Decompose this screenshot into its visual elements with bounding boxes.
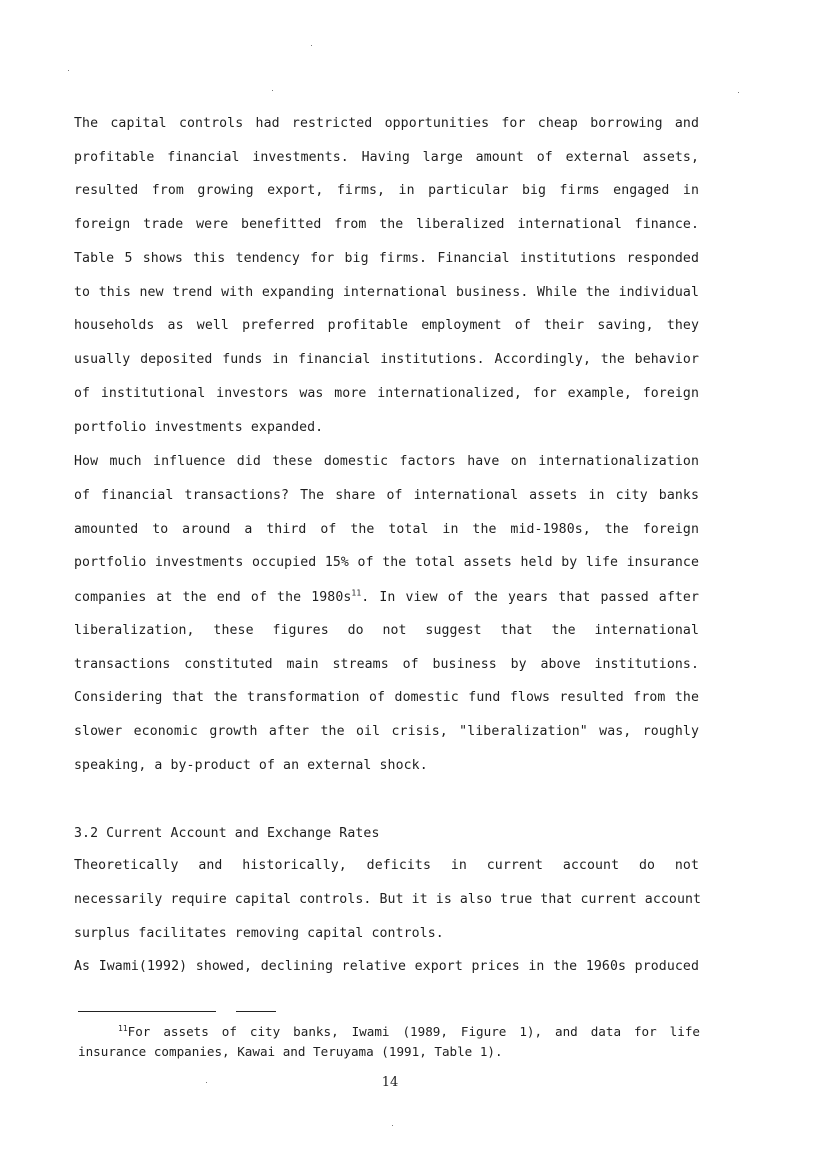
body-line: resulted from growing export, firms, in particular big firms engaged in xyxy=(74,183,699,198)
body-line: As Iwami(1992) showed, declining relative export prices in the 1960s produced xyxy=(74,959,699,974)
body-line: liberalization, these figures do not suggest that the international xyxy=(74,623,699,638)
body-line-with-footnote-ref xyxy=(74,588,699,608)
body-line: portfolio investments occupied 15% of the total assets held by life insurance xyxy=(74,555,699,570)
body-line: profitable financial investments. Having large amount of external assets, xyxy=(74,150,699,165)
footnote-marker: 11 xyxy=(118,1023,128,1033)
body-line: surplus facilitates removing capital controls. xyxy=(74,926,444,941)
body-line: households as well preferred profitable employment of their saving, they xyxy=(74,318,699,333)
footnote-rule xyxy=(78,1011,216,1012)
scan-speck xyxy=(738,92,739,93)
body-line: speaking, a by-product of an external shock. xyxy=(74,758,428,773)
footnote xyxy=(78,1023,700,1041)
scan-speck xyxy=(206,1082,207,1083)
body-line: Table 5 shows this tendency for big firms. Financial institutions responded xyxy=(74,251,699,266)
section-heading: 3.2 Current Account and Exchange Rates xyxy=(74,826,380,841)
body-line: necessarily require capital controls. But it is also true that current account xyxy=(74,892,702,907)
body-line: foreign trade were benefitted from the liberalized international finance. xyxy=(74,217,699,232)
body-line: The capital controls had restricted opportunities for cheap borrowing and xyxy=(74,116,699,131)
body-line: of financial transactions? The share of international assets in city banks xyxy=(74,488,699,503)
body-line: transactions constituted main streams of business by above institutions. xyxy=(74,657,699,672)
body-text: companies at the end of the 1980s xyxy=(74,590,352,605)
scan-speck xyxy=(392,1125,393,1126)
body-line: Considering that the transformation of domestic fund flows resulted from the xyxy=(74,690,699,705)
body-line: usually deposited funds in financial institutions. Accordingly, the behavior xyxy=(74,352,699,367)
footnote-text: insurance companies, Kawai and Teruyama (1991, Table 1). xyxy=(78,1044,503,1059)
scan-speck xyxy=(272,90,273,91)
body-line: to this new trend with expanding international business. While the individual xyxy=(74,285,699,300)
body-line: amounted to around a third of the total in the mid-1980s, the foreign xyxy=(74,522,699,537)
footnote-text: For assets of city banks, Iwami (1989, Figure 1), and data for life xyxy=(127,1024,700,1039)
scan-speck xyxy=(311,45,312,46)
body-text: . In view of the years that passed after xyxy=(361,590,699,605)
scan-speck xyxy=(68,70,69,71)
page-number: 14 xyxy=(381,1075,399,1090)
body-line: slower economic growth after the oil crisis, "liberalization" was, roughly xyxy=(74,724,699,739)
body-line: Theoretically and historically, deficits in current account do not xyxy=(74,858,699,873)
footnote-rule xyxy=(236,1011,276,1012)
body-line: How much influence did these domestic factors have on internationalization xyxy=(74,454,699,469)
body-line: of institutional investors was more internationalized, for example, foreign xyxy=(74,386,699,401)
footnote-reference: 11 xyxy=(351,588,362,598)
body-line: portfolio investments expanded. xyxy=(74,420,324,435)
